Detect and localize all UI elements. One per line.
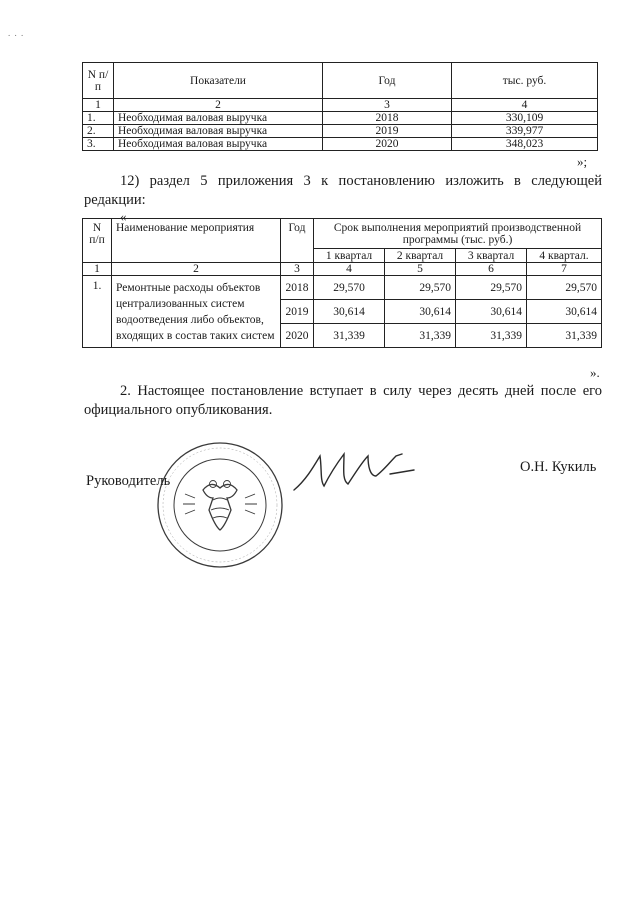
header-indicators: Показатели: [114, 63, 323, 99]
row-value: 31,339: [456, 324, 527, 348]
table-header-row: [83, 63, 598, 99]
row-value: 348,023: [452, 138, 598, 151]
numbering-cell: 4: [314, 263, 385, 276]
program-table: [82, 218, 602, 348]
numbering-cell: 5: [385, 263, 456, 276]
row-indicator: Необходимая валовая выручка: [114, 125, 323, 138]
row-year: 2019: [323, 125, 452, 138]
numbering-cell: 6: [456, 263, 527, 276]
corner-mark: . . .: [8, 28, 25, 38]
revenue-table: [82, 62, 598, 151]
numbering-cell: 2: [114, 99, 323, 112]
header-name: Наименование мероприятия: [112, 219, 281, 263]
row-value: 29,570: [527, 276, 602, 300]
quarter-label: 4 квартал.: [527, 249, 602, 263]
table-row: [83, 138, 598, 151]
quarter-label: 1 квартал: [314, 249, 385, 263]
row-num: 2.: [83, 125, 114, 138]
row-year: 2020: [281, 324, 314, 348]
row-value: 29,570: [314, 276, 385, 300]
header-term: Срок выполнения мероприятий производственной программы (тыс. руб.): [314, 219, 602, 249]
row-indicator: Необходимая валовая выручка: [114, 112, 323, 125]
signature-icon: [290, 446, 420, 496]
numbering-row: [83, 99, 598, 112]
table2-closing-quote: ».: [590, 365, 600, 380]
paragraph-2: 2. Настоящее постановление вступает в силу через десять дней после его официального опубликования.: [84, 383, 602, 418]
signatory-title: Руководитель: [86, 473, 171, 489]
row-value: 31,339: [527, 324, 602, 348]
signatory-name: О.Н. Кукиль: [520, 459, 597, 475]
quarter-label: 3 квартал: [456, 249, 527, 263]
row-value: 29,570: [456, 276, 527, 300]
table-row: [83, 112, 598, 125]
row-value: 29,570: [385, 276, 456, 300]
table-row: [83, 125, 598, 138]
row-value: 30,614: [456, 300, 527, 324]
header-units: тыс. руб.: [452, 63, 598, 99]
numbering-cell: 4: [452, 99, 598, 112]
row-year: 2018: [281, 276, 314, 300]
row-value: 30,614: [314, 300, 385, 324]
row-value: 31,339: [314, 324, 385, 348]
table-row: [83, 276, 602, 300]
header-num: N п/п: [83, 63, 114, 99]
row-name: Ремонтные расходы объектов централизованных систем водоотведения либо объектов, входящих в состав таких систем: [112, 276, 281, 348]
opening-quote: «: [120, 209, 127, 224]
quarter-label: 2 квартал: [385, 249, 456, 263]
numbering-cell: 2: [112, 263, 281, 276]
numbering-cell: 7: [527, 263, 602, 276]
table1-closing-quote: »;: [577, 154, 588, 169]
numbering-cell: 3: [281, 263, 314, 276]
row-num: 3.: [83, 138, 114, 151]
numbering-cell: 1: [83, 263, 112, 276]
row-year: 2018: [323, 112, 452, 125]
row-value: 30,614: [385, 300, 456, 324]
numbering-row: [83, 263, 602, 276]
row-value: 339,977: [452, 125, 598, 138]
row-year: 2020: [323, 138, 452, 151]
header-num: N п/п: [83, 219, 112, 263]
numbering-cell: 1: [83, 99, 114, 112]
row-indicator: Необходимая валовая выручка: [114, 138, 323, 151]
official-seal-icon: [155, 440, 285, 570]
table-header-row: [83, 219, 602, 249]
header-year: Год: [323, 63, 452, 99]
row-value: 31,339: [385, 324, 456, 348]
row-num: 1.: [83, 276, 112, 348]
row-value: 30,614: [527, 300, 602, 324]
row-num: 1.: [83, 112, 114, 125]
row-year: 2019: [281, 300, 314, 324]
paragraph-12: 12) раздел 5 приложения 3 к постановлению изложить в следующей редакции:: [84, 173, 602, 208]
header-year: Год: [281, 219, 314, 263]
numbering-cell: 3: [323, 99, 452, 112]
row-value: 330,109: [452, 112, 598, 125]
